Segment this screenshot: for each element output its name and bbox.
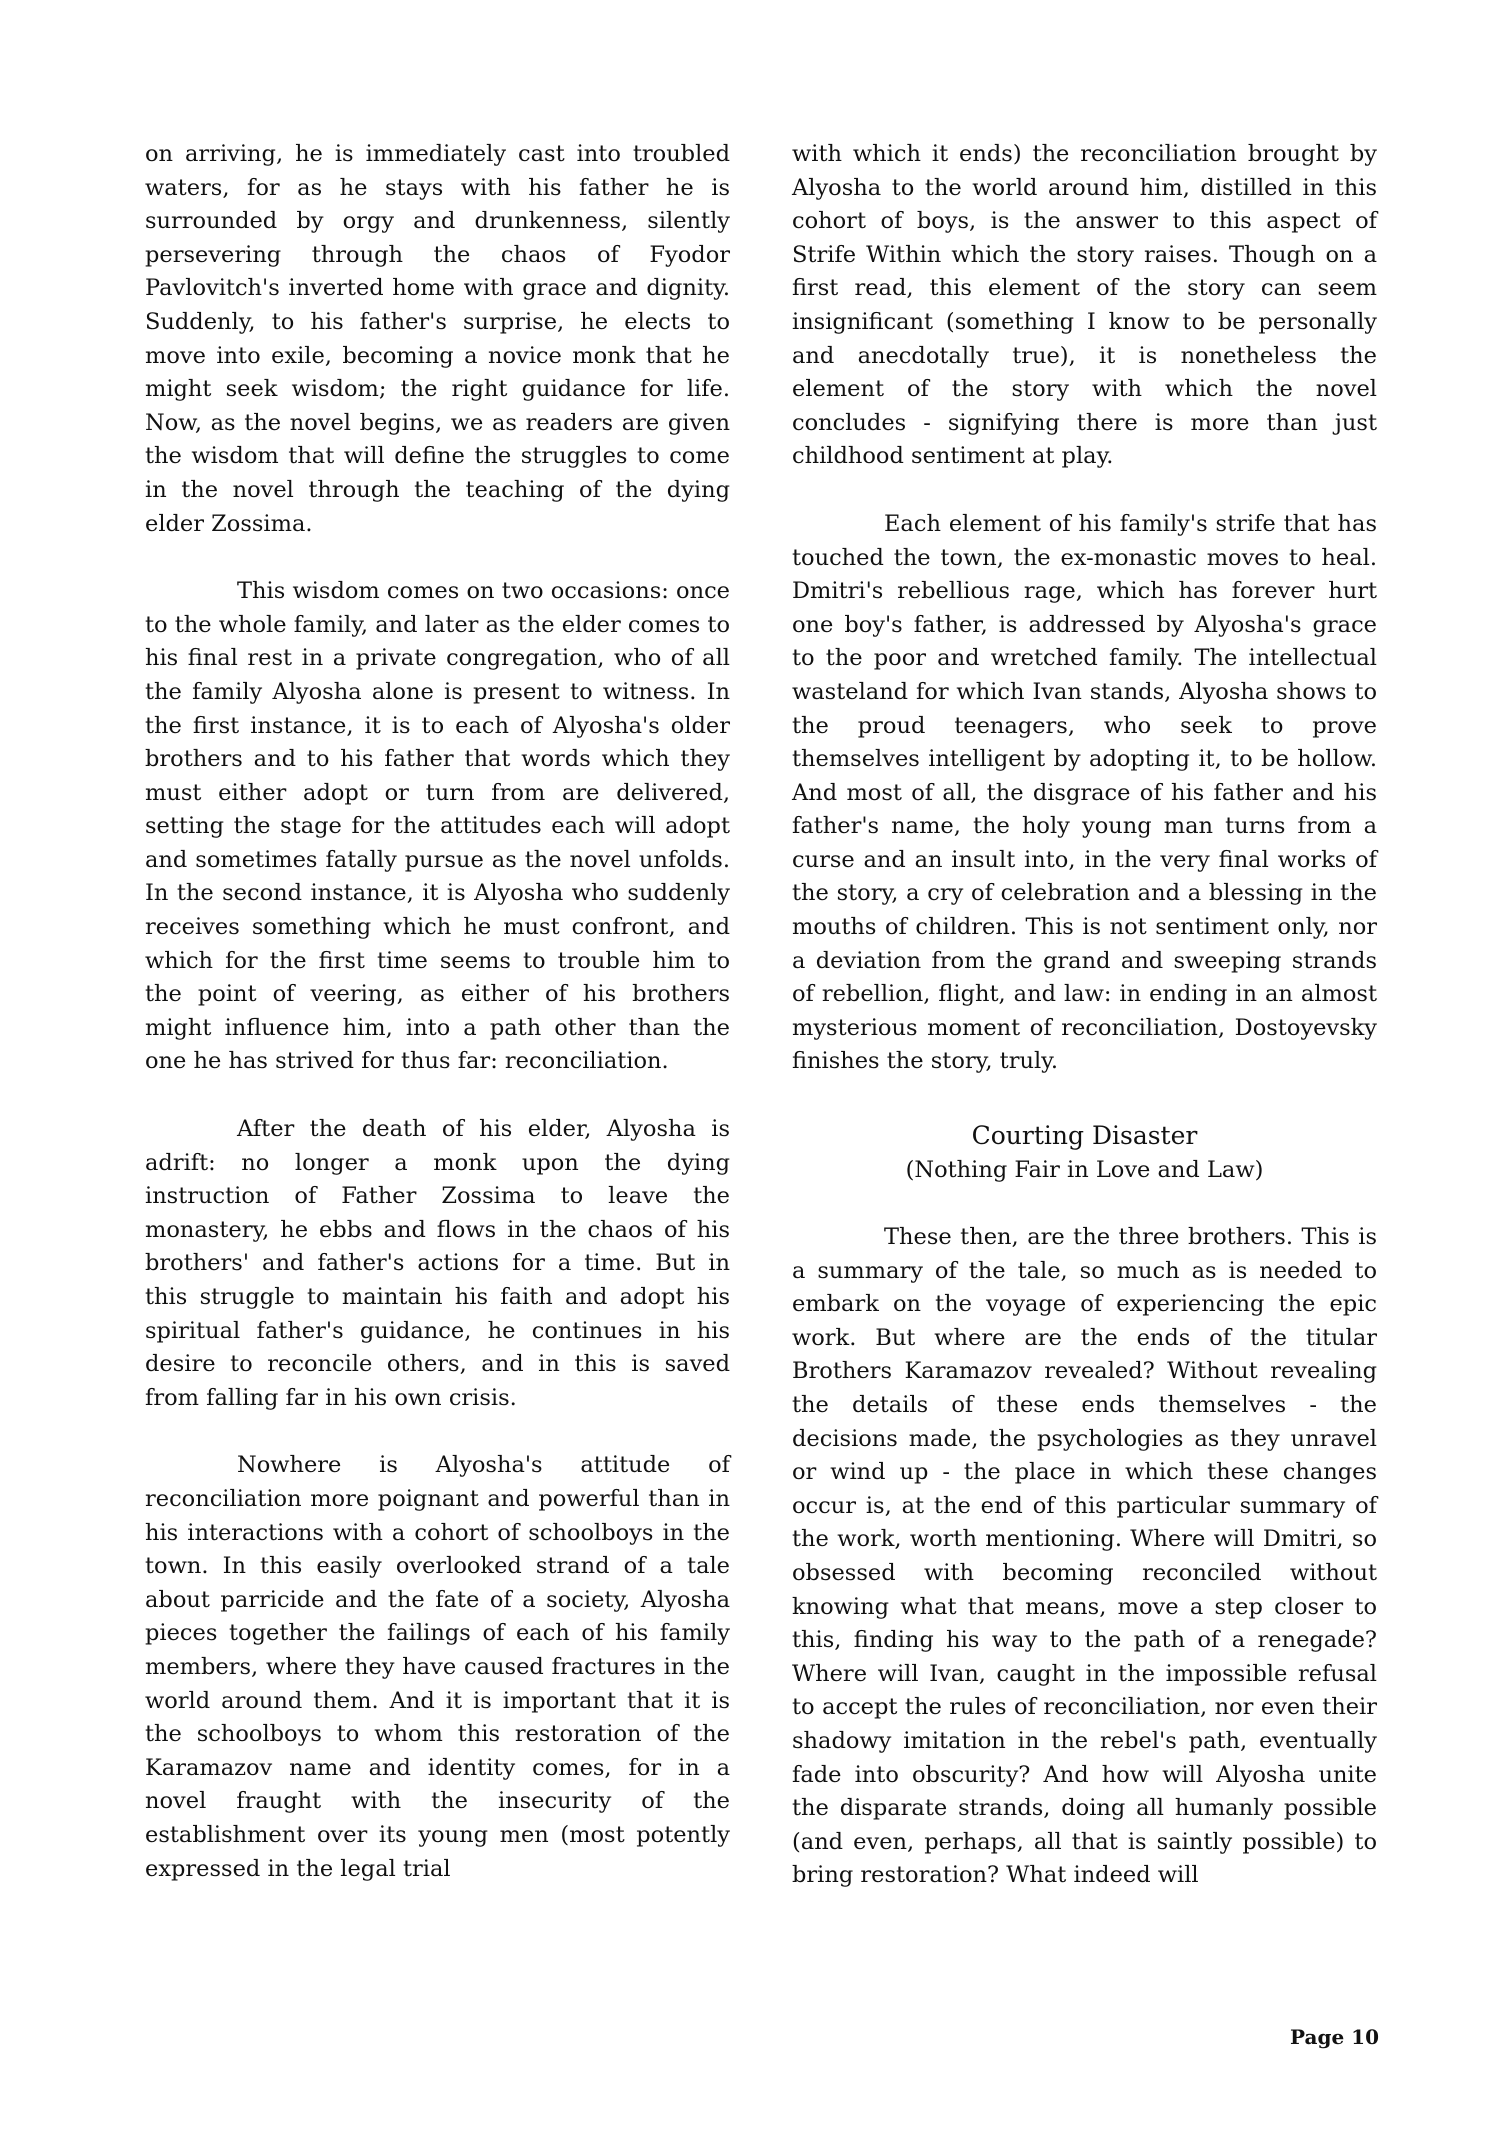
paragraph-6: Each element of his family's strife that has touched the town, the ex-monastic moves to heal. Dmitri's rebellious rage, which has forever hurt one boy's father, is addressed by Alyosha's grace to the poor and wretched family. The intellectual wasteland for which Ivan stands, Alyosha shows to the proud teenagers, who seek to prove themselves intelligent by adopting it, to be hollow. And most of all, the disgrace of his father and his father's name, the holy young man turns from a curse and an insult into, in the very final works of the story, a cry of celebration and a blessing in the mouths of children. This is not sentiment only, nor a deviation from the grand and sweeping strands of rebellion, flight, and law: in ending in an almost mysterious moment of reconciliation, Dostoyevsky finishes the story, truly. <box>792 510 1377 1075</box>
paragraph-4: Nowhere is Alyosha's attitude of reconciliation more poignant and powerful than in his interactions with a cohort of schoolboys in the town. In this easily overlooked strand of a tale about parricide and the fate of a society, Alyosha pieces together the failings of each of his family members, where they have caused fractures in the world around them. And it is important that it is the schoolboys to whom this restoration of the Karamazov name and identity comes, for in a novel fraught with the insecurity of the establishment over its young men (most potently expressed in the legal trial <box>145 1452 730 1882</box>
section-subheading: (Nothing Fair in Love and Law) <box>905 1157 1264 1184</box>
paragraph-5: with which it ends) the reconciliation brought by Alyosha to the world around him, distilled in this cohort of boys, is the answer to this aspect of Strife Within which the story raises. Though on a first read, this element of the story can seem insignificant (something I know to be personally and anecdotally true), it is nonetheless the element of the story with which the novel concludes - signifying there is more than just childhood sentiment at play. <box>792 141 1377 470</box>
section-heading: Courting Disaster <box>971 1121 1198 1151</box>
paragraph-7: These then, are the three brothers. This is a summary of the tale, so much as is needed to embark on the voyage of experiencing the epic work. But where are the ends of the titular Brothers Karamazov revealed? Without revealing the details of these ends themselves - the decisions made, the psychologies as they unravel or wind up - the place in which these changes occur is, at the end of this particular summary of the work, worth mentioning. Where will Dmitri, so obsessed with becoming reconciled without knowing what that means, move a step closer to this, finding his way to the path of a renegade? Where will Ivan, caught in the impossible refusal to accept the rules of reconciliation, nor even their shadowy imitation in the rebel's path, eventually fade into obscurity? And how will Alyosha unite the disparate strands, doing all humanly possible (and even, perhaps, all that is saintly possible) to bring restoration? What indeed will <box>792 1224 1377 1889</box>
right-column <box>792 138 1377 1927</box>
left-column <box>145 138 730 1920</box>
paragraph-3: After the death of his elder, Alyosha is adrift: no longer a monk upon the dying instruction of Father Zossima to leave the monastery, he ebbs and flows in the chaos of his brothers' and father's actions for a time. But in this struggle to maintain his faith and adopt his spiritual father's guidance, he continues in his desire to reconcile others, and in this is saved from falling far in his own crisis. <box>145 1116 730 1411</box>
page-number: Page 10 <box>1290 2025 1379 2049</box>
paragraph-2: This wisdom comes on two occasions: once to the whole family, and later as the elder comes to his final rest in a private congregation, who of all the family Alyosha alone is present to witness. In the first instance, it is to each of Alyosha's older brothers and to his father that words which they must either adopt or turn from are delivered, setting the stage for the attitudes each will adopt and sometimes fatally pursue as the novel unfolds. In the second instance, it is Alyosha who suddenly receives something which he must confront, and which for the first time seems to trouble him to the point of veering, as either of his brothers might influence him, into a path other than the one he has strived for thus far: reconciliation. <box>145 578 730 1075</box>
paragraph-1: on arriving, he is immediately cast into troubled waters, for as he stays with his father he is surrounded by orgy and drunkenness, silently persevering through the chaos of Fyodor Pavlovitch's inverted home with grace and dignity. Suddenly, to his father's surprise, he elects to move into exile, becoming a novice monk that he might seek wisdom; the right guidance for life. Now, as the novel begins, we as readers are given the wisdom that will define the struggles to come in the novel through the teaching of the dying elder Zossima. <box>145 141 730 537</box>
